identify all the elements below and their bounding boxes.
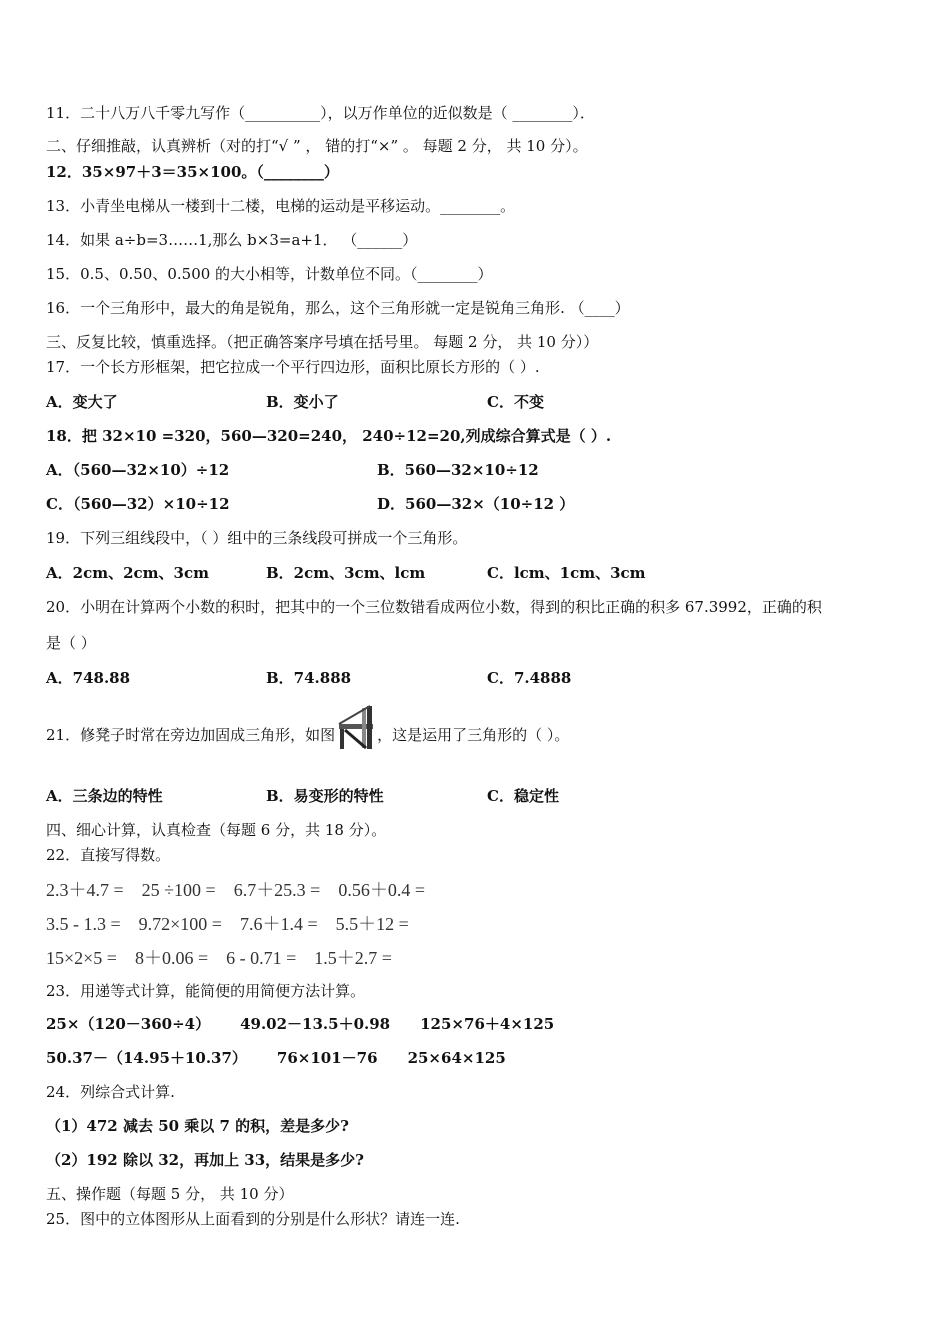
question-11: 11．二十八万八千零九写作（__________），以万作单位的近似数是（ ________）． (46, 104, 595, 122)
question-24-part-2: （2）192 除以 32，再加上 33，结果是多少? (46, 1151, 364, 1169)
question-19-option-c: C．lcm、1cm、3cm (487, 564, 646, 582)
question-21-option-c: C．稳定性 (487, 787, 559, 805)
question-24-part-1: （1）472 减去 50 乘以 7 的积，差是多少? (46, 1117, 349, 1135)
calc-item: 6 - 0.71 = (226, 948, 297, 968)
calc-item: 0.56＋0.4 = (338, 880, 425, 900)
stool-brace-icon (337, 704, 375, 750)
expression: 25×（120－360÷4） (46, 1015, 211, 1033)
question-21-stem (46, 704, 569, 768)
question-19-option-a: A．2cm、2cm、3cm (46, 564, 209, 582)
question-16: 16．一个三角形中，最大的角是锐角，那么，这个三角形就一定是锐角三角形. （____） (46, 299, 630, 317)
section-2-heading: 二、仔细推敲，认真辨析（对的打“√ ” ， 错的打“×” 。 每题 2 分， 共 10 分）。 (46, 137, 588, 155)
question-21-text-before: 21．修凳子时常在旁边加固成三角形，如图 (46, 726, 336, 744)
question-12: 12．35×97＋3＝35×100。（________） (46, 163, 339, 181)
calc-item: 9.72×100 = (138, 914, 222, 934)
calc-item: 5.5＋12 = (335, 914, 409, 934)
calc-row-1 (46, 876, 443, 902)
question-23-row-2 (46, 1048, 536, 1068)
question-13: 13．小青坐电梯从一楼到十二楼，电梯的运动是平移运动。________。 (46, 197, 516, 215)
question-18-option-a: A．（560—32×10）÷12 (46, 461, 230, 479)
question-18-stem: 18．把 32×10 =320，560—320=240， 240÷12=20,列成综合算式是（ ）. (46, 427, 612, 445)
question-20-option-a: A．748.88 (46, 669, 131, 687)
section-5-heading: 五、操作题（每题 5 分， 共 10 分） (46, 1185, 294, 1203)
expression: 50.37－（14.95＋10.37） (46, 1049, 247, 1067)
calc-item: 6.7＋25.3 = (233, 880, 321, 900)
question-14: 14．如果 a÷b=3……1,那么 b×3=a+1． （______） (46, 231, 418, 249)
question-20-stem-line1: 20．小明在计算两个小数的积时，把其中的一个三位数错看成两位小数，得到的积比正确的积多 67.3992，正确的积 (46, 598, 822, 616)
calc-row-2 (46, 910, 427, 936)
question-17-stem: 17．一个长方形框架，把它拉成一个平行四边形，面积比原长方形的（ ）. (46, 358, 540, 376)
question-19-stem: 19．下列三组线段中，（ ）组中的三条线段可拼成一个三角形。 (46, 529, 468, 547)
calc-item: 15×2×5 = (46, 948, 117, 968)
question-20-stem-line2: 是（ ） (46, 634, 96, 652)
question-15: 15．0.5、0.50、0.500 的大小相等，计数单位不同。（________） (46, 265, 493, 283)
question-23-row-1 (46, 1014, 584, 1034)
question-17-option-a: A．变大了 (46, 393, 118, 411)
expression: 125×76＋4×125 (420, 1015, 555, 1033)
expression: 25×64×125 (407, 1049, 506, 1067)
question-18-option-d: D．560—32×（10÷12 ） (377, 495, 575, 513)
calc-item: 7.6＋1.4 = (239, 914, 318, 934)
expression: 76×101－76 (276, 1049, 378, 1067)
question-18-option-c: C．（560—32）×10÷12 (46, 495, 230, 513)
question-21-text-after: ，这是运用了三角形的（ ）。 (377, 726, 570, 744)
question-25: 25．图中的立体图形从上面看到的分别是什么形状？请连一连. (46, 1210, 460, 1228)
question-17-option-b: B．变小了 (266, 393, 339, 411)
question-18-option-b: B．560—32×10÷12 (377, 461, 539, 479)
calc-row-3 (46, 944, 410, 970)
question-22-stem: 22．直接写得数。 (46, 846, 171, 864)
question-21-option-a: A．三条边的特性 (46, 787, 163, 805)
calc-item: 25 ÷100 = (141, 880, 216, 900)
question-17-option-c: C．不变 (487, 393, 544, 411)
question-23-stem: 23．用递等式计算，能简便的用简便方法计算。 (46, 982, 366, 1000)
question-20-option-c: C．7.4888 (487, 669, 572, 687)
question-19-option-b: B．2cm、3cm、lcm (266, 564, 426, 582)
calc-item: 3.5 - 1.3 = (46, 914, 121, 934)
question-24-stem: 24．列综合式计算. (46, 1083, 175, 1101)
section-4-heading: 四、细心计算，认真检查（每题 6 分，共 18 分）。 (46, 821, 387, 839)
question-20-option-b: B．74.888 (266, 669, 352, 687)
calc-item: 8＋0.06 = (134, 948, 209, 968)
expression: 49.02－13.5＋0.98 (240, 1015, 391, 1033)
stool-figure (337, 704, 375, 768)
question-21-option-b: B．易变形的特性 (266, 787, 384, 805)
section-3-heading: 三、反复比较，慎重选择。（把正确答案序号填在括号里。 每题 2 分， 共 10 分）） (46, 333, 599, 351)
calc-item: 2.3＋4.7 = (46, 880, 124, 900)
calc-item: 1.5＋2.7 = (314, 948, 392, 968)
